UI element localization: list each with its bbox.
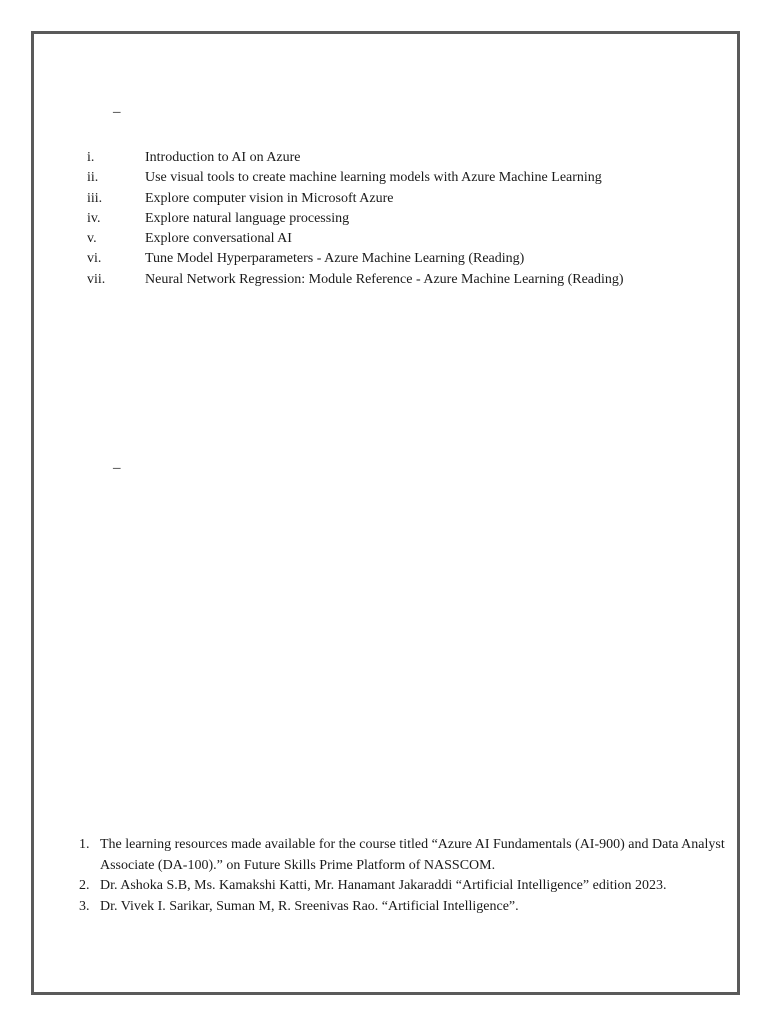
list-item-number: i.	[87, 150, 95, 165]
dash-marker: –	[113, 104, 121, 120]
list-item	[87, 229, 624, 249]
list-item	[87, 189, 624, 209]
list-item-text: Introduction to AI on Azure	[145, 150, 301, 165]
list-item	[87, 148, 624, 168]
reference-number: 1.	[79, 837, 90, 852]
topics-list	[87, 148, 624, 290]
reference-number: 2.	[79, 878, 90, 893]
list-item-number: vii.	[87, 271, 106, 287]
list-item-text: Neural Network Regression: Module Reference - Azure Machine Learning (Reading)	[145, 271, 624, 287]
list-item-number: vi.	[87, 251, 102, 267]
reference-item	[79, 876, 727, 897]
reference-item	[79, 897, 727, 918]
references-list	[79, 835, 727, 917]
list-item-text: Explore conversational AI	[145, 231, 292, 247]
reference-item	[79, 835, 727, 876]
list-item-text: Tune Model Hyperparameters - Azure Machine Learning (Reading)	[145, 251, 525, 267]
reference-text: Dr. Ashoka S.B, Ms. Kamakshi Katti, Mr. Hanamant Jakaraddi “Artificial Intelligence” edition 2023.	[100, 878, 667, 893]
reference-number: 3.	[79, 898, 90, 914]
reference-text: The learning resources made available for the course titled “Azure AI Fundamentals (AI-900) and Data Analyst Associate (DA-100).” on Future Skills Prime Platform of NASSCOM.	[100, 837, 725, 873]
list-item-number: ii.	[87, 170, 99, 186]
list-item	[87, 168, 624, 188]
list-item-number: v.	[87, 231, 97, 247]
dash-marker: –	[113, 460, 121, 476]
reference-text: Dr. Vivek I. Sarikar, Suman M, R. Sreenivas Rao. “Artificial Intelligence”.	[100, 898, 519, 914]
list-item-number: iii.	[87, 190, 103, 206]
list-item-text: Explore natural language processing	[145, 210, 350, 226]
list-item-number: iv.	[87, 210, 101, 226]
list-item-text: Use visual tools to create machine learning models with Azure Machine Learning	[145, 170, 602, 186]
list-item	[87, 249, 624, 269]
list-item	[87, 209, 624, 229]
list-item	[87, 270, 624, 290]
list-item-text: Explore computer vision in Microsoft Azure	[145, 190, 394, 206]
